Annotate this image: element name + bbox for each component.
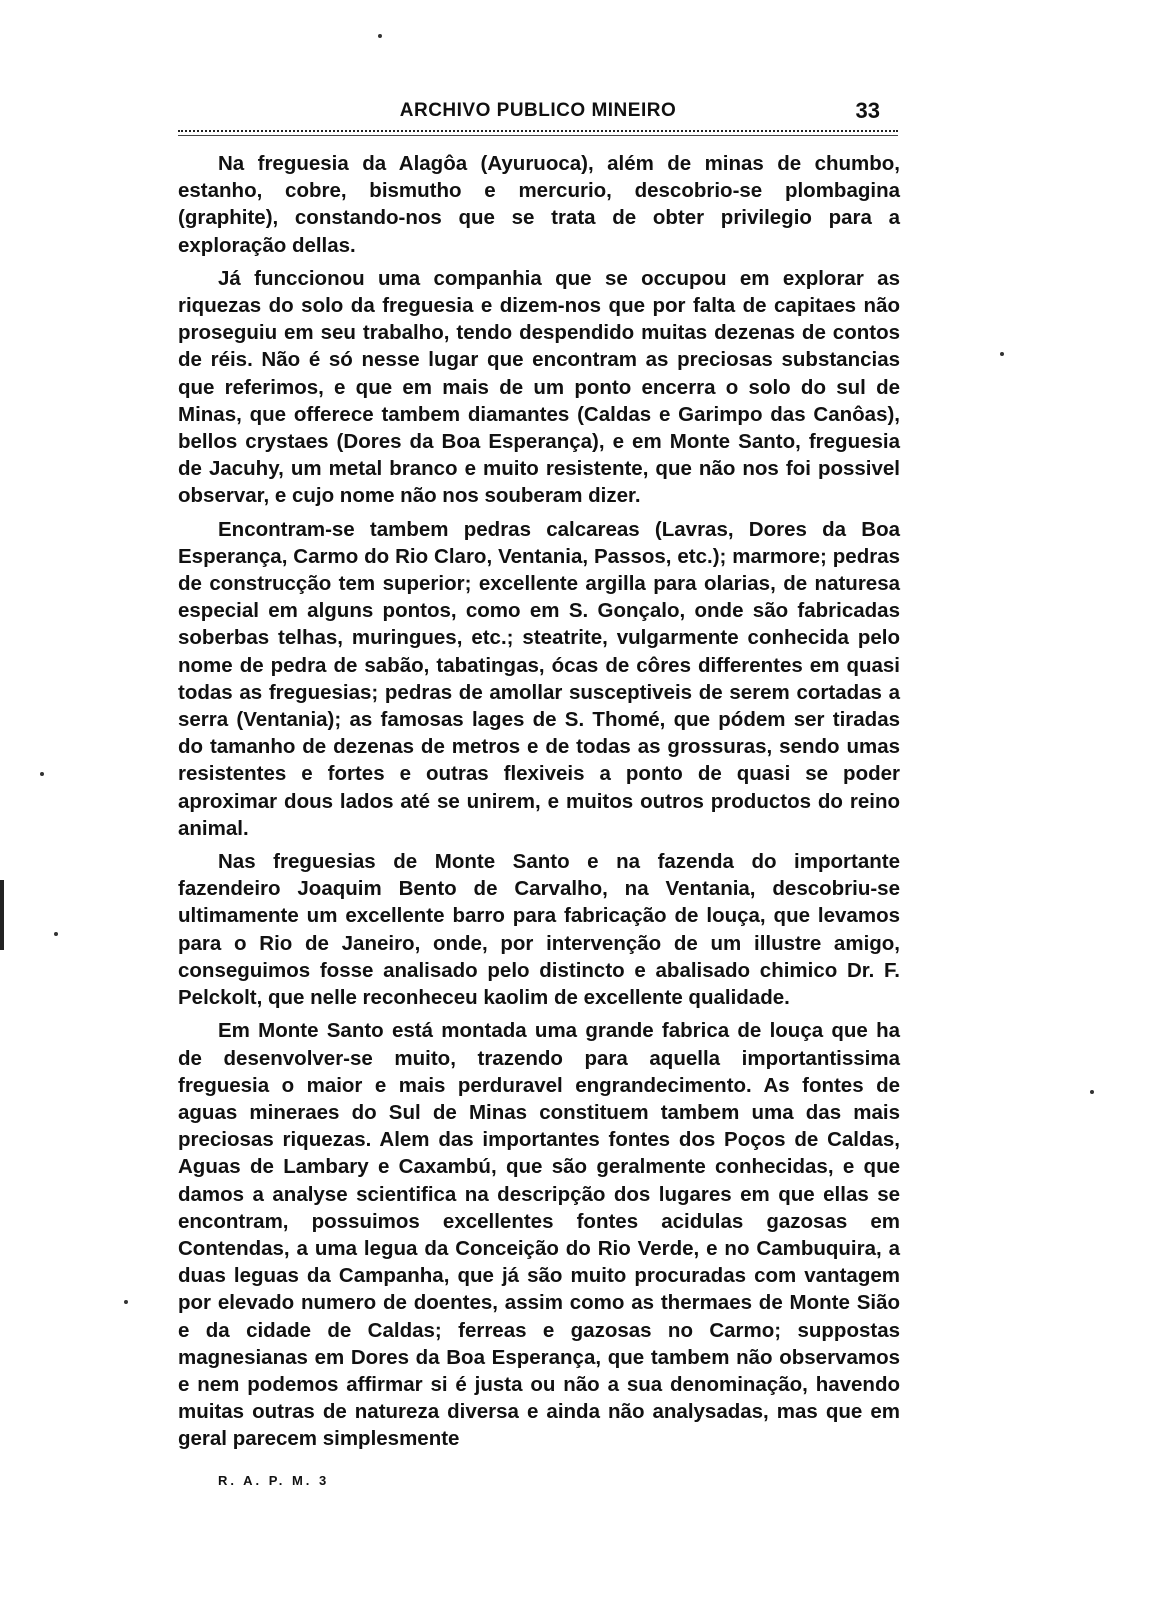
signature-mark: R. A. P. M. 3 [218,1473,330,1488]
scan-speck [378,34,382,38]
paragraph: Em Monte Santo está montada uma grande fabrica de louça que ha de desenvolver-se muito, trazendo para aquella importantissima freguesia o maior e mais perduravel engrandecimento. As fontes de aguas mineraes do Sul de Minas constituem tambem uma das mais preciosas riquezas. Alem das importantes fontes dos Poços de Caldas, Aguas de Lambary e Caxambú, que são geralmente conhecidas, e que damos a analyse scientifica na descripção dos lugares em que ellas se encontram, possuimos excellentes fontes acidulas gazosas em Contendas, a uma legua da Conceição do Rio Verde, e no Cambuquira, a duas leguas da Campanha, que já são muito procuradas com vantagem por elevado numero de doentes, assim como as thermaes de Monte Sião e da cidade de Caldas; ferreas e gazosas no Carmo; suppostas magnesianas em Dores da Boa Esperança, que tambem não observamos e nem podemos affirmar si é justa ou não a sua denominação, havendo muitas outras de natureza diversa e ainda não analysadas, mas que em geral parecem simplesmente [178,1019,900,1451]
paragraph: Já funccionou uma companhia que se occupou em explorar as riquezas do solo da freguesia e dizem-nos que por falta de capitaes não proseguiu em seu trabalho, tendo despendido muitas dezenas de contos de réis. Não é só nesse lugar que encontram as preciosas substancias que referimos, e que em mais de um ponto encerra o solo do sul de Minas, que offerece tambem diamantes (Caldas e Garimpo das Canôas), bellos crystaes (Dores da Boa Esperança), e em Monte Santo, freguesia de Jacuhy, um metal branco e muito resistente, que não nos foi possivel observar, e cujo nome não nos souberam dizer. [178,266,900,508]
page-number: 33 [855,98,880,123]
scan-speck [1000,352,1004,356]
scan-edge-mark [0,880,4,950]
running-header [178,100,898,130]
scan-speck [54,932,58,936]
header-title: ARCHIVO PUBLICO MINEIRO [399,100,677,121]
paragraph: Encontram-se tambem pedras calcareas (Lavras, Dores da Boa Esperança, Carmo do Rio Claro, Ventania, Passos, etc.); marmore; pedras de construcção tem superior; excellente argilla para olarias, de naturesa especial em alguns pontos, como em S. Gonçalo, onde são fabricadas soberbas telhas, muringues, etc.; steatrite, vulgarmente conhecida pelo nome de pedra de sabão, tabatingas, ócas de côres differentes em quasi todas as freguesias; pedras de amollar susceptiveis de serem cortadas a serra (Ventania); as famosas lages de S. Thomé, que pódem ser tiradas do tamanho de dezenas de metros e de todas as grossuras, sendo umas resistentes e fortes e outras flexiveis a ponto de quasi se poder aproximar dous lados até se unirem, e muitos outros productos do reino animal. [178,517,900,840]
paragraph: Na freguesia da Alagôa (Ayuruoca), além de minas de chumbo, estanho, cobre, bismutho e mercurio, descobrio-se plombagina (graphite), constando-nos que se trata de obter privilegio para a exploração dellas. [178,152,900,257]
paragraph: Nas freguesias de Monte Santo e na fazenda do importante fazendeiro Joaquim Bento de Carvalho, na Ventania, descobriu-se ultimamente um excellente barro para fabricação de louça, que levamos para o Rio de Janeiro, onde, por intervenção de um illustre amigo, conseguimos fosse analisado pelo distincto e abalisado chimico Dr. F. Pelckolt, que nelle reconheceu kaolim de excellente qualidade. [178,850,900,1010]
scan-speck [1090,1090,1094,1094]
body-text [178,150,900,1453]
scan-speck [124,1300,128,1304]
scan-speck [40,772,44,776]
header-rule [178,130,898,136]
